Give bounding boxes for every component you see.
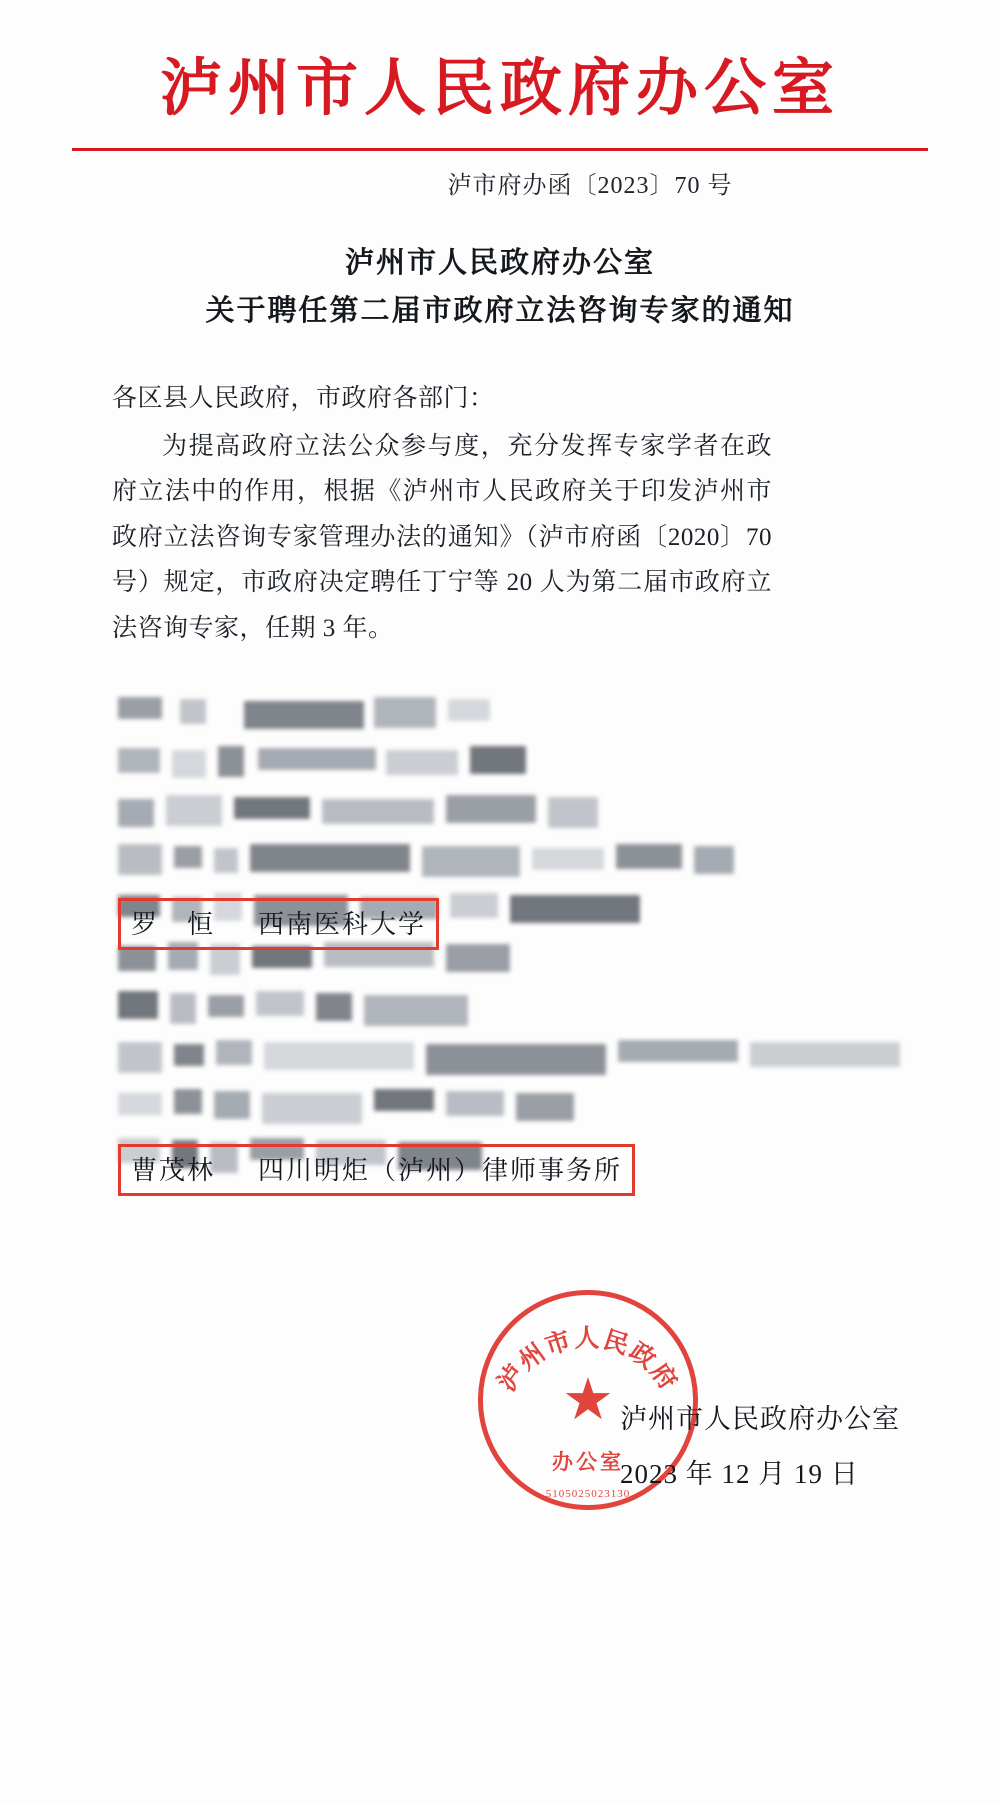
highlighted-entry-2 (118, 1144, 635, 1196)
redacted-row (118, 1036, 908, 1085)
subject-line-1: 泸州市人民政府办公室 (344, 247, 655, 279)
redacted-block (118, 799, 154, 827)
redacted-block (216, 1040, 252, 1065)
redacted-block (516, 1093, 574, 1121)
redacted-block (374, 1089, 434, 1111)
redacted-block (470, 746, 526, 774)
redacted-block (548, 797, 598, 828)
redacted-block (422, 846, 520, 877)
redacted-block (364, 995, 468, 1026)
document-subject (0, 240, 1000, 336)
redacted-block (448, 699, 490, 721)
redacted-row (118, 742, 908, 791)
redacted-block (214, 848, 238, 873)
document-header (0, 52, 1000, 123)
redacted-block (616, 844, 682, 869)
svg-text:泸州市人民政府: 泸州市人民政府 (493, 1325, 683, 1397)
redacted-block (446, 795, 536, 823)
redacted-block (244, 701, 364, 729)
redacted-block (214, 1091, 250, 1119)
redacted-block (316, 993, 352, 1021)
entry-organization: 西南医科大学 (258, 910, 427, 939)
redacted-block (174, 1044, 204, 1066)
official-seal: 泸州市人民政府 ★ 办公室 5105025023130 (478, 1290, 698, 1510)
subject-line-2: 关于聘任第二届市政府立法咨询专家的通知 (205, 294, 795, 327)
document-body (112, 376, 772, 653)
redacted-block (118, 1042, 162, 1073)
entry-name: 罗 恒 (131, 910, 216, 939)
redacted-block (174, 846, 202, 868)
document-number: 泸市府办函〔2023〕70 号 (447, 173, 733, 199)
redacted-block (532, 848, 604, 870)
redacted-block (118, 844, 162, 875)
entry-organization: 四川明炬（泸州）律师事务所 (258, 1156, 623, 1185)
seal-code: 5105025023130 (545, 1488, 631, 1500)
redacted-block (322, 799, 434, 824)
redacted-block (426, 1044, 606, 1075)
redacted-row (118, 840, 908, 889)
redacted-row (118, 791, 908, 840)
seal-bottom-text: 办公室 (552, 1450, 624, 1474)
redacted-block (618, 1040, 738, 1062)
redacted-block (256, 991, 304, 1016)
redacted-block (166, 795, 222, 826)
redacted-block (264, 1042, 414, 1070)
redacted-block (262, 1093, 362, 1124)
redacted-block (218, 746, 244, 777)
entry-name: 曹茂林 (131, 1156, 216, 1185)
redacted-block (446, 944, 510, 972)
redacted-block (118, 697, 162, 719)
redacted-block (386, 750, 458, 775)
redacted-row (118, 693, 908, 742)
salutation: 各区县人民政府，市政府各部门： (112, 385, 495, 412)
issuing-authority-title: 泸州市人民政府办公室 (159, 51, 840, 124)
body-paragraph-1: 为提高政府立法公众参与度，充分发挥专家学者在政府立法中的作用，根据《泸州市人民政府关于印发泸州市政府立法咨询专家管理办法的通知》（泸市府函〔2020〕70 号）规定，市政府决定聘任丁宁等 20 人为第二届市政府立法咨询专家，任期 3 年。 (112, 432, 772, 642)
redacted-block (234, 797, 310, 819)
redacted-row (118, 1085, 908, 1134)
redacted-block (374, 697, 436, 728)
signature-block (620, 1392, 900, 1503)
highlighted-entry-1 (118, 898, 439, 950)
redacted-block (118, 748, 160, 773)
redacted-block (180, 699, 206, 724)
redacted-block (510, 895, 640, 923)
header-red-rule (72, 148, 928, 151)
redacted-block (750, 1042, 900, 1067)
signature-organization: 泸州市人民政府办公室 (620, 1404, 900, 1434)
redacted-block (694, 846, 734, 874)
signature-date: 2023 年 12 月 19 日 (620, 1459, 859, 1490)
redacted-block (208, 995, 244, 1017)
redacted-block (170, 993, 196, 1024)
redacted-block (258, 748, 376, 770)
redacted-row (118, 987, 908, 1036)
redacted-block (118, 1093, 162, 1115)
redacted-block (446, 1091, 504, 1116)
redacted-block (118, 991, 158, 1019)
redacted-block (172, 750, 206, 778)
redacted-block (250, 844, 410, 872)
redacted-block (174, 1089, 202, 1114)
redacted-block (450, 893, 498, 918)
